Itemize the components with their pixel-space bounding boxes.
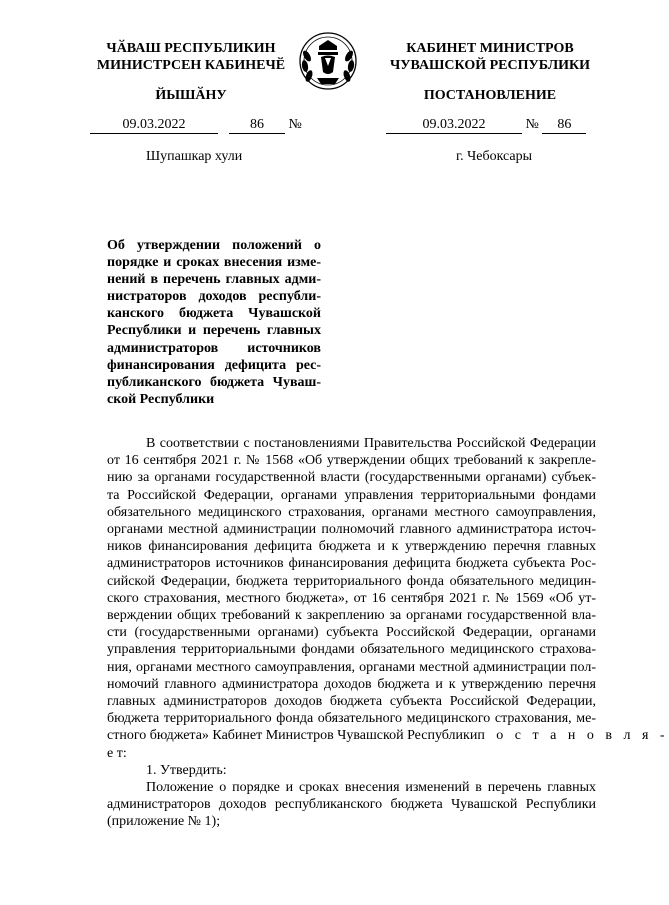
item-1-sub-line: Положение о порядке и сроках внесения изменений в перечень главных <box>146 780 596 796</box>
doctype-left: ЙЫШӐНУ <box>155 88 227 103</box>
subject-line: Республики и перечень главных <box>107 323 321 339</box>
item-1-sub-line: администраторов доходов республиканского бюджета Чувашской Республики <box>107 797 596 813</box>
left-date: 09.03.2022 <box>90 117 218 134</box>
place-left: Шупашкар хули <box>146 149 243 164</box>
body-line: управления территориальными фондами обязательного медицинского страхова- <box>107 642 596 658</box>
header-right-line1: КАБИНЕТ МИНИСТРОВ <box>406 41 574 56</box>
subject-line: порядке и сроках внесения изме- <box>107 255 321 271</box>
subject-line: публиканского бюджета Чуваш- <box>107 374 321 390</box>
dateline-right <box>386 117 586 134</box>
right-date: 09.03.2022 <box>386 117 522 134</box>
document-subject <box>107 237 321 408</box>
subject-line: администраторов источников <box>107 340 321 356</box>
subject-line: Об утверждении положений о <box>107 238 321 253</box>
item-1: 1. Утвердить: <box>146 762 227 778</box>
place-right: г. Чебоксары <box>456 149 533 164</box>
body-line: от 16 сентября 2021 г. № 1568 «Об утверждении общих требований к закрепле- <box>107 453 596 469</box>
emblem-icon <box>297 28 359 94</box>
subject-line: нистраторов доходов республи- <box>107 289 321 305</box>
header-right-line2: ЧУВАШСКОЙ РЕСПУБЛИКИ <box>389 58 591 73</box>
body-line: бюджета территориального фонда обязательного медицинского страхования, ме- <box>107 711 596 727</box>
right-number: 86 <box>542 117 586 134</box>
body-line: главных администраторов доходов бюджета субъекта Российской Федерации, <box>107 694 596 710</box>
body-line: номочий главного администратора доходов бюджета и к утверждению перечня <box>107 676 596 692</box>
body-line: ния, органами местного самоуправления, органами местной администрации пол- <box>107 659 596 675</box>
body-line: сти (государственными органами) субъекта Российской Федерации, органами <box>107 625 596 641</box>
doctype-right: ПОСТАНОВЛЕНИЕ <box>423 88 557 103</box>
body-line: ников финансирования дефицита бюджета и к утверждению перечня главных <box>107 539 596 555</box>
body-line: администраторов источников финансирования дефицита бюджета субъекта Рос- <box>107 556 596 572</box>
body-text <box>107 435 669 831</box>
header-right <box>384 40 596 74</box>
header-left-line2: МИНИСТРСЕН КАБИНЕЧӖ <box>96 58 286 73</box>
left-number-sign: № <box>288 117 302 132</box>
subject-line: нений в перечень главных адми- <box>107 272 321 288</box>
body-line-with-decree <box>107 727 669 744</box>
body-line-end: е т: <box>107 745 127 761</box>
subject-line: ской Республики <box>107 391 215 407</box>
body-line: обязательного медицинского страхования, органами местного самоуправления, <box>107 504 596 520</box>
body-line: органами местной администрации полномочий главного администратора источ- <box>107 522 596 538</box>
left-number: 86 <box>229 117 285 134</box>
body-line: сийской Федерации, бюджета территориального фонда обязательного медицин- <box>107 573 596 589</box>
subject-line: канского бюджета Чувашской <box>107 306 321 322</box>
body-line: верждении общих требований к закреплению за органами государственной вла- <box>107 608 596 624</box>
body-line: В соответствии с постановлениями Правительства Российской Федерации <box>146 436 596 451</box>
item-1-sub-line: (приложение № 1); <box>107 814 221 830</box>
body-line: та Российской Федерации, органами управления территориальными фондами <box>107 487 596 503</box>
subject-line: финансирования дефицита рес- <box>107 357 321 373</box>
dateline-left <box>90 117 302 134</box>
body-line: стного бюджета» Кабинет Министров Чувашской Республики <box>107 728 478 744</box>
header-left <box>88 40 294 74</box>
decree-word: п о с т а н о в л я - <box>477 728 669 744</box>
right-number-sign: № <box>525 117 539 132</box>
header-left-line1: ЧӐВАШ РЕСПУБЛИКИН <box>106 41 276 56</box>
body-line: ского страхования, местного бюджета», от 16 сентября 2021 г. № 1569 «Об ут- <box>107 590 596 606</box>
body-line: нию за органами государственной власти (государственными органами) субъек- <box>107 470 596 486</box>
